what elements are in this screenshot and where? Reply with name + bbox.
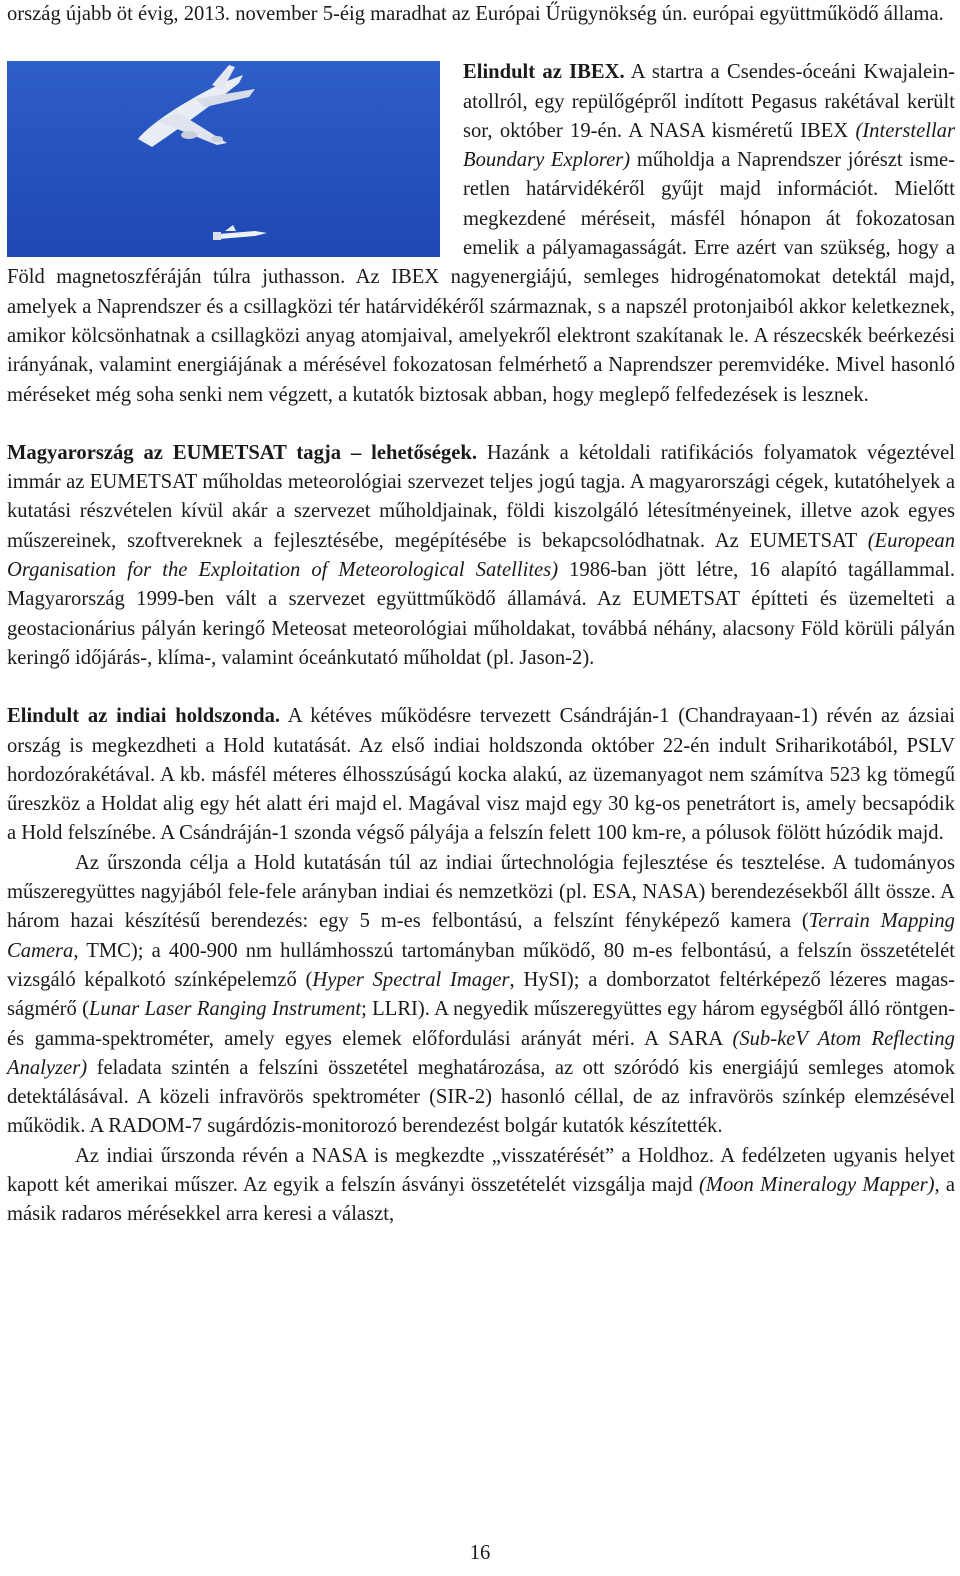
page-number: 16 — [469, 1542, 491, 1564]
section-ibex — [7, 58, 955, 410]
document-page — [7, 0, 955, 1230]
paragraph-india-nasa: Az indiai űrszonda révén a NASA is megkezdte „visszatérését” a Holdhoz. A fedélzeten ugyanis helyet kapott két amerikai műszer. Az egyik a felszín ásványi összetételét vizsgálja majd (Moon Mineralogy Mapper), a másik radaros mérésekkel arra keresi a választ, — [7, 1144, 956, 1226]
heading-india: Elindult az indiai holdszonda. — [7, 705, 281, 728]
ibex-launch-photo — [7, 61, 440, 257]
heading-eumetsat: Magyarország az EUMETSAT tagja – lehetőségek. — [7, 441, 477, 464]
heading-ibex: Elindult az IBEX. — [463, 61, 625, 84]
paragraph-ibex: Elindult az IBEX. A startra a Csendes-óceáni Kwajalein-atollról, egy repülőgépről indított Pegasus rakétával került sor, október 19-én. A NASA kisméretű IBEX (Interstellar Boundary Explorer) műholdja a Naprendszer jórészt ismeretlen határvidékéről gyűjt majd információt. Mielőtt megkezdené méréseit, másfél hónapon át fokozatosan emelik a pályamagasságát. Erre azért van szükség, hogy a Föld magnetoszféráján túlra juthasson. Az IBEX nagyenergiájú, semleges hidrogénatomokat detektál majd, amelyek a Naprendszer és a csillagközi tér határvidékéről származnak, s a napszél protonjaiból akkor keletkeznek, amikor kölcsönhatnak a csillagközi anyag atomjaival, amelyekről elektront szakítanak le. A részecskék beérkezési irányának, valamint energiájának a mérésével fokozatosan felmérhető a Naprendszer peremvidéke. Mivel hasonló méréseket még soha senki nem végzett, a kutatók biztosak abban, hogy meglepő felfedezések is lesznek. — [7, 61, 956, 406]
paragraph-india: Elindult az indiai holdszonda. A kétéves működésre tervezett Csándráján-1 (Chandrayaan-1) révén az ázsiai ország is megkezdheti a Hold kutatását. Az első indiai holdszonda október 22-én indult Sriharikotából, PSLV hordozórakétával. A kb. másfél méteres élhosszúságú kocka alakú, az üzemanyagot nem számítva 523 kg tömegű űreszköz a Holdat alig egy hét alatt éri majd el. Magával visz majd egy 30 kg-os penetrátort is, amely becsapódik a Hold felszínébe. A Csándráján-1 szonda végső pályája a felszín felett 100 km-re, a pólusok fölött húzódik majd. — [7, 705, 955, 845]
paragraph-esa: ország újabb öt évig, 2013. november 5-éig maradhat az Európai Űrügynökség ún. európai együttműködő állama. — [7, 3, 944, 25]
airplane-photo — [7, 61, 440, 257]
paragraph-eumetsat: Magyarország az EUMETSAT tagja – lehetőségek. Hazánk a kétoldali ratifikációs folyamatok végeztével immár az EUMETSAT műholdas meteorológiai szervezet teljes jogú tagja. A magyarországi cégek, kutatóhelyek a kutatási részvételen kívül akár a szervezet műholdjainak, földi kiszolgáló létesítményeinek, illetve azok egyes műszereinek, szoftvereknek a fejlesztésébe, megépítésébe is bekapcsolódhatnak. Az EUMETSAT (European Organisation for the Exploitation of Meteorological Satellites) 1986-ban jött létre, 16 alapító tagállammal. Magyarország 1999-ben vált a szervezet együttműködő államává. Az EUMETSAT építteti és üzemelteti a geostacionárius pályán keringő Meteosat meteorológiai műholdakat, továbbá néhány, alacsony Föld körüli pályán keringő időjárás-, klíma-, valamint óceánkutató műholdat (pl. Jason-2). — [7, 441, 955, 669]
paragraph-india-instruments: Az űrszonda célja a Hold kutatásán túl az indiai űrtechnológia fejlesztése és tesztelése. A tudományos műszeregyüttes nagyjából fele-fele arányban indiai és nemzetközi (pl. ESA, NASA) berendezésekből állt össze. A három hazai készítésű berendezés: egy 5 m-es felbontású, a felszínt fényképező kamera (Terrain Mapping Camera, TMC); a 400-900 nm hullámhosszú tartományban működő, 80 m-es felbontású, a felszín összetételét vizsgáló képalkotó színképelemző (Hyper Spectral Imager, HySI); a domborzatot feltérképező lézeres magasságmérő (Lunar Laser Ranging Instrument; LLRI). A negyedik műszeregyüttes egy három egységből álló röntgen- és gamma-spektrométer, amely egyes elemek előfordulási arányát méri. A SARA (Sub-keV Atom Reflecting Analyzer) feladata szintén a felszíni összetétel meghatározása, az ott szóródó kis energiájú semleges atomok detektálásával. A közeli infravörös spektrométer (SIR-2) hasonló céllal, de az infravörös színkép elemzésével működik. A RADOM-7 sugárdózis-monitorozó berendezést bolgár kutatók készítették. — [7, 851, 955, 1138]
